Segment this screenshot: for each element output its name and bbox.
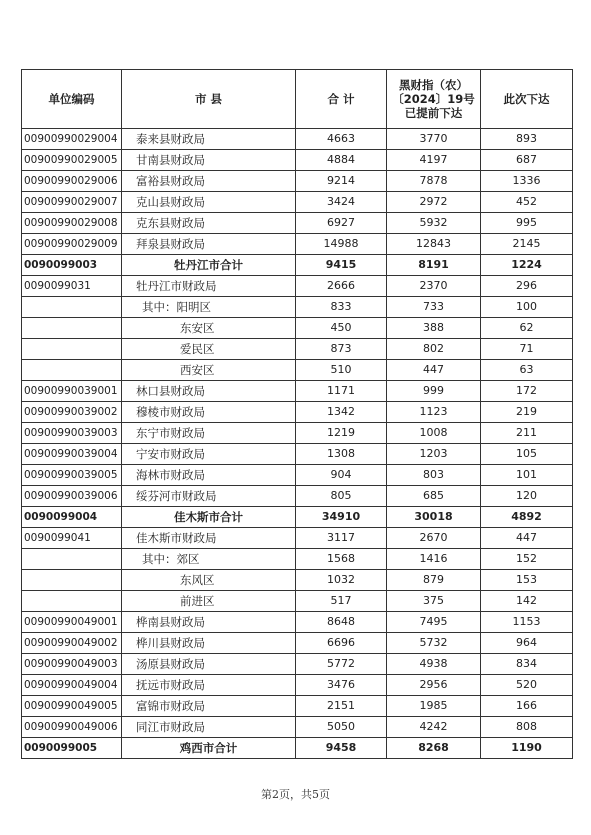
cell-prior-allocation: 1123: [387, 402, 481, 423]
cell-city-county: 拜泉县财政局: [122, 234, 296, 255]
table-row: [22, 528, 573, 549]
cell-city-county: 东安区: [122, 318, 296, 339]
cell-this-allocation: 71: [481, 339, 573, 360]
cell-total: 1308: [296, 444, 387, 465]
cell-total: 517: [296, 591, 387, 612]
header-unit-code: 单位编码: [22, 70, 122, 129]
cell-total: 1568: [296, 549, 387, 570]
table-row: [22, 339, 573, 360]
cell-unit-code: 00900990049006: [22, 717, 122, 738]
table-row: [22, 696, 573, 717]
table-row: [22, 381, 573, 402]
cell-this-allocation: 834: [481, 654, 573, 675]
table-row: [22, 234, 573, 255]
header-prior-allocation: 黑财指（农）〔2024〕19号已提前下达: [387, 70, 481, 129]
table-row: [22, 486, 573, 507]
table-row: [22, 360, 573, 381]
cell-city-county: 牡丹江市财政局: [122, 276, 296, 297]
cell-this-allocation: 172: [481, 381, 573, 402]
subtotal-row: [22, 507, 573, 528]
cell-total: 4884: [296, 150, 387, 171]
cell-city-county: 富裕县财政局: [122, 171, 296, 192]
cell-total: 2666: [296, 276, 387, 297]
table-row: [22, 675, 573, 696]
cell-unit-code: 00900990029006: [22, 171, 122, 192]
cell-unit-code: 00900990039004: [22, 444, 122, 465]
cell-prior-allocation: 8191: [387, 255, 481, 276]
cell-prior-allocation: 7495: [387, 612, 481, 633]
cell-this-allocation: 1190: [481, 738, 573, 759]
cell-unit-code: 00900990029009: [22, 234, 122, 255]
cell-unit-code: [22, 360, 122, 381]
cell-total: 833: [296, 297, 387, 318]
table-row: [22, 549, 573, 570]
cell-city-county: 佳木斯市合计: [122, 507, 296, 528]
cell-city-county: 林口县财政局: [122, 381, 296, 402]
cell-city-county: 桦川县财政局: [122, 633, 296, 654]
cell-this-allocation: 2145: [481, 234, 573, 255]
allocation-table-container: [21, 69, 572, 759]
cell-city-county: 东风区: [122, 570, 296, 591]
allocation-table: [21, 69, 573, 759]
cell-unit-code: 0090099041: [22, 528, 122, 549]
header-row: [22, 70, 573, 129]
table-row: [22, 444, 573, 465]
cell-prior-allocation: 4938: [387, 654, 481, 675]
cell-this-allocation: 447: [481, 528, 573, 549]
cell-prior-allocation: 2370: [387, 276, 481, 297]
header-this-allocation: 此次下达: [481, 70, 573, 129]
cell-total: 510: [296, 360, 387, 381]
cell-unit-code: [22, 318, 122, 339]
cell-city-county: 富锦市财政局: [122, 696, 296, 717]
table-row: [22, 633, 573, 654]
cell-prior-allocation: 3770: [387, 129, 481, 150]
table-row: [22, 570, 573, 591]
table-row: [22, 654, 573, 675]
cell-total: 2151: [296, 696, 387, 717]
cell-prior-allocation: 2972: [387, 192, 481, 213]
cell-unit-code: 00900990049005: [22, 696, 122, 717]
cell-city-county: 桦南县财政局: [122, 612, 296, 633]
cell-total: 873: [296, 339, 387, 360]
cell-city-county: 克山县财政局: [122, 192, 296, 213]
table-row: [22, 465, 573, 486]
cell-unit-code: [22, 570, 122, 591]
cell-total: 9214: [296, 171, 387, 192]
cell-this-allocation: 211: [481, 423, 573, 444]
cell-city-county: 西安区: [122, 360, 296, 381]
header-total: 合 计: [296, 70, 387, 129]
cell-city-county: 宁安市财政局: [122, 444, 296, 465]
cell-prior-allocation: 7878: [387, 171, 481, 192]
cell-prior-allocation: 4197: [387, 150, 481, 171]
cell-prior-allocation: 685: [387, 486, 481, 507]
table-row: [22, 192, 573, 213]
cell-total: 34910: [296, 507, 387, 528]
cell-unit-code: 0090099003: [22, 255, 122, 276]
cell-total: 5050: [296, 717, 387, 738]
cell-prior-allocation: 8268: [387, 738, 481, 759]
cell-prior-allocation: 5932: [387, 213, 481, 234]
cell-total: 6696: [296, 633, 387, 654]
cell-unit-code: 00900990039006: [22, 486, 122, 507]
page-footer: 第2页，共5页: [261, 788, 330, 801]
cell-unit-code: [22, 591, 122, 612]
cell-total: 9415: [296, 255, 387, 276]
cell-unit-code: 00900990029004: [22, 129, 122, 150]
cell-this-allocation: 1336: [481, 171, 573, 192]
cell-this-allocation: 101: [481, 465, 573, 486]
cell-city-county: 前进区: [122, 591, 296, 612]
cell-unit-code: [22, 339, 122, 360]
cell-city-county: 爱民区: [122, 339, 296, 360]
cell-city-county: 绥芬河市财政局: [122, 486, 296, 507]
cell-this-allocation: 4892: [481, 507, 573, 528]
cell-this-allocation: 62: [481, 318, 573, 339]
cell-total: 1171: [296, 381, 387, 402]
cell-city-county: 海林市财政局: [122, 465, 296, 486]
table-row: [22, 150, 573, 171]
cell-total: 1342: [296, 402, 387, 423]
table-row: [22, 276, 573, 297]
cell-unit-code: 0090099004: [22, 507, 122, 528]
cell-this-allocation: 152: [481, 549, 573, 570]
table-row: [22, 171, 573, 192]
cell-unit-code: 00900990029007: [22, 192, 122, 213]
cell-unit-code: 00900990029008: [22, 213, 122, 234]
cell-prior-allocation: 879: [387, 570, 481, 591]
cell-prior-allocation: 733: [387, 297, 481, 318]
cell-city-county: 牡丹江市合计: [122, 255, 296, 276]
subtotal-row: [22, 255, 573, 276]
cell-unit-code: [22, 549, 122, 570]
table-row: [22, 297, 573, 318]
cell-prior-allocation: 1203: [387, 444, 481, 465]
cell-prior-allocation: 999: [387, 381, 481, 402]
cell-total: 3117: [296, 528, 387, 549]
cell-this-allocation: 153: [481, 570, 573, 591]
cell-city-county: 甘南县财政局: [122, 150, 296, 171]
cell-prior-allocation: 1416: [387, 549, 481, 570]
cell-this-allocation: 219: [481, 402, 573, 423]
cell-city-county: 穆棱市财政局: [122, 402, 296, 423]
cell-this-allocation: 964: [481, 633, 573, 654]
table-row: [22, 423, 573, 444]
cell-prior-allocation: 12843: [387, 234, 481, 255]
cell-unit-code: 00900990039003: [22, 423, 122, 444]
cell-unit-code: 00900990049003: [22, 654, 122, 675]
table-row: [22, 213, 573, 234]
cell-unit-code: 00900990049004: [22, 675, 122, 696]
cell-this-allocation: 452: [481, 192, 573, 213]
cell-this-allocation: 893: [481, 129, 573, 150]
cell-city-county: 泰来县财政局: [122, 129, 296, 150]
cell-total: 5772: [296, 654, 387, 675]
table-row: [22, 717, 573, 738]
cell-total: 6927: [296, 213, 387, 234]
cell-total: 9458: [296, 738, 387, 759]
cell-prior-allocation: 447: [387, 360, 481, 381]
subtotal-row: [22, 738, 573, 759]
cell-total: 3476: [296, 675, 387, 696]
cell-unit-code: 00900990049001: [22, 612, 122, 633]
cell-prior-allocation: 2956: [387, 675, 481, 696]
cell-this-allocation: 63: [481, 360, 573, 381]
table-row: [22, 318, 573, 339]
cell-total: 805: [296, 486, 387, 507]
cell-city-county: 东宁市财政局: [122, 423, 296, 444]
cell-unit-code: 00900990039001: [22, 381, 122, 402]
cell-this-allocation: 520: [481, 675, 573, 696]
cell-total: 14988: [296, 234, 387, 255]
cell-this-allocation: 1153: [481, 612, 573, 633]
table-header: [22, 70, 573, 129]
cell-this-allocation: 1224: [481, 255, 573, 276]
cell-prior-allocation: 1985: [387, 696, 481, 717]
cell-total: 904: [296, 465, 387, 486]
cell-city-county: 佳木斯市财政局: [122, 528, 296, 549]
cell-city-county: 克东县财政局: [122, 213, 296, 234]
cell-prior-allocation: 802: [387, 339, 481, 360]
table-row: [22, 129, 573, 150]
cell-unit-code: 00900990049002: [22, 633, 122, 654]
cell-this-allocation: 687: [481, 150, 573, 171]
cell-total: 3424: [296, 192, 387, 213]
cell-this-allocation: 120: [481, 486, 573, 507]
cell-this-allocation: 142: [481, 591, 573, 612]
cell-unit-code: 00900990039005: [22, 465, 122, 486]
cell-prior-allocation: 375: [387, 591, 481, 612]
table-body: [22, 129, 573, 759]
cell-total: 8648: [296, 612, 387, 633]
cell-prior-allocation: 4242: [387, 717, 481, 738]
cell-city-county: 同江市财政局: [122, 717, 296, 738]
cell-prior-allocation: 1008: [387, 423, 481, 444]
cell-prior-allocation: 5732: [387, 633, 481, 654]
cell-unit-code: [22, 297, 122, 318]
cell-this-allocation: 296: [481, 276, 573, 297]
cell-unit-code: 0090099031: [22, 276, 122, 297]
cell-this-allocation: 808: [481, 717, 573, 738]
cell-city-county: 其中：郊区: [122, 549, 296, 570]
cell-unit-code: 00900990039002: [22, 402, 122, 423]
cell-this-allocation: 995: [481, 213, 573, 234]
cell-total: 450: [296, 318, 387, 339]
table-row: [22, 591, 573, 612]
header-city-county: 市 县: [122, 70, 296, 129]
cell-unit-code: 0090099005: [22, 738, 122, 759]
cell-total: 1219: [296, 423, 387, 444]
cell-city-county: 鸡西市合计: [122, 738, 296, 759]
cell-prior-allocation: 803: [387, 465, 481, 486]
cell-this-allocation: 105: [481, 444, 573, 465]
cell-total: 4663: [296, 129, 387, 150]
table-row: [22, 402, 573, 423]
cell-total: 1032: [296, 570, 387, 591]
cell-prior-allocation: 388: [387, 318, 481, 339]
cell-city-county: 其中：阳明区: [122, 297, 296, 318]
cell-this-allocation: 166: [481, 696, 573, 717]
cell-unit-code: 00900990029005: [22, 150, 122, 171]
cell-this-allocation: 100: [481, 297, 573, 318]
cell-prior-allocation: 30018: [387, 507, 481, 528]
table-row: [22, 612, 573, 633]
cell-city-county: 汤原县财政局: [122, 654, 296, 675]
cell-city-county: 抚远市财政局: [122, 675, 296, 696]
cell-prior-allocation: 2670: [387, 528, 481, 549]
